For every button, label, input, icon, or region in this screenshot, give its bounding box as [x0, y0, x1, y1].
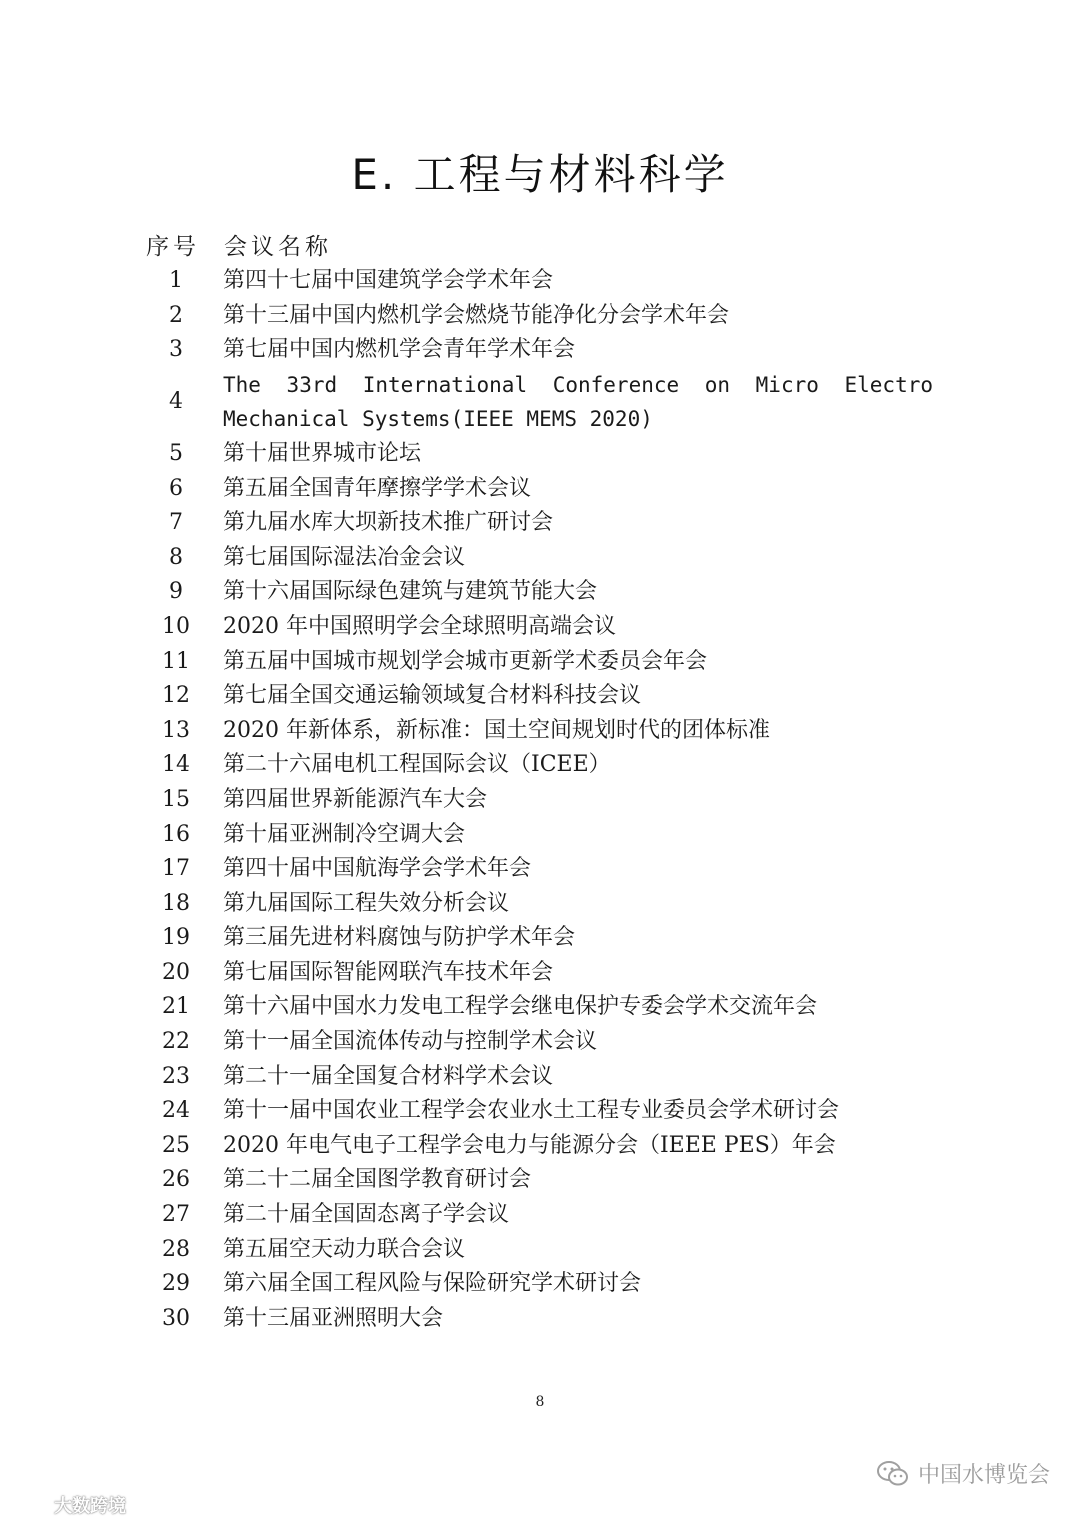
item-number: 4	[169, 389, 183, 415]
list-item	[146, 1198, 946, 1233]
item-number: 20	[162, 959, 190, 985]
item-name: 第十六届中国水力发电工程学会继电保护专委会学术交流年会	[223, 994, 818, 1020]
item-name: 第十一届中国农业工程学会农业水土工程专业委员会学术研讨会	[223, 1098, 840, 1124]
item-number: 19	[162, 925, 190, 951]
item-name: 第六届全国工程风险与保险研究学术研讨会	[223, 1271, 642, 1297]
item-number: 8	[169, 544, 183, 570]
wechat-icon	[876, 1460, 910, 1488]
brand-logo-icon	[6, 1494, 50, 1516]
watermark-right-text: 中国水博览会	[917, 1463, 1050, 1488]
item-number: 28	[162, 1236, 190, 1262]
item-number: 12	[162, 683, 190, 709]
item-number: 30	[162, 1305, 190, 1331]
list-item	[146, 956, 946, 991]
item-number: 14	[162, 752, 190, 778]
item-name: 2020 年电气电子工程学会电力与能源分会（IEEE PES）年会	[223, 1132, 836, 1158]
list-item	[146, 887, 946, 922]
list-item	[146, 575, 946, 610]
list-item	[146, 748, 946, 783]
item-name: 第二十二届全国图学教育研讨会	[223, 1167, 532, 1193]
item-name: 第七届全国交通运输领域复合材料科技会议	[223, 683, 642, 709]
list-item	[146, 506, 946, 541]
item-name: 第九届水库大坝新技术推广研讨会	[223, 510, 554, 536]
conference-list	[146, 264, 946, 1336]
item-name: 第十届亚洲制冷空调大会	[223, 821, 466, 847]
header-name-label: 会议名称	[224, 234, 332, 260]
item-name: 第九届国际工程失效分析会议	[223, 890, 510, 916]
item-number: 29	[162, 1271, 190, 1297]
page-number: 8	[535, 1394, 545, 1410]
item-number: 21	[162, 994, 190, 1020]
list-item	[146, 1060, 946, 1095]
item-name: 2020 年中国照明学会全球照明高端会议	[223, 613, 616, 639]
list-item	[146, 1025, 946, 1060]
page-title: E. 工程与材料科学	[351, 150, 729, 199]
item-number: 27	[162, 1202, 190, 1228]
list-item	[146, 472, 946, 507]
item-name: 第二十六届电机工程国际会议（ICEE）	[223, 752, 611, 778]
list-item	[146, 299, 946, 334]
item-name: 第十三届中国内燃机学会燃烧节能净化分会学术年会	[223, 302, 730, 328]
item-number: 16	[162, 821, 190, 847]
item-name: 第十届世界城市论坛	[223, 440, 422, 466]
item-name: 第三届先进材料腐蚀与防护学术年会	[223, 925, 576, 951]
item-number: 13	[162, 717, 190, 743]
item-name: 第十六届国际绿色建筑与建筑节能大会	[223, 579, 598, 605]
list-item	[146, 541, 946, 576]
item-number: 2	[169, 302, 183, 328]
list-item	[146, 333, 946, 368]
item-number: 24	[162, 1098, 190, 1124]
item-name: 第五届空天动力联合会议	[223, 1236, 466, 1262]
list-item	[146, 264, 946, 299]
list-item	[146, 783, 946, 818]
item-name: 第十三届亚洲照明大会	[223, 1305, 444, 1331]
item-number: 17	[162, 856, 190, 882]
item-name: 第二十一届全国复合材料学术会议	[223, 1063, 554, 1089]
list-item	[146, 610, 946, 645]
list-item	[146, 1302, 946, 1337]
item-name: 第二十届全国固态离子学会议	[223, 1202, 510, 1228]
watermark-left	[6, 1492, 126, 1518]
item-number: 25	[162, 1132, 190, 1158]
item-name: 第四十七届中国建筑学会学术年会	[223, 268, 554, 293]
item-number: 3	[169, 337, 183, 363]
list-item	[146, 818, 946, 853]
item-name: 第七届国际智能网联汽车技术年会	[223, 959, 554, 985]
item-name: 第四届世界新能源汽车大会	[223, 786, 488, 812]
list-item	[146, 437, 946, 472]
item-number: 18	[162, 890, 190, 916]
list-item	[146, 1163, 946, 1198]
watermark-right	[876, 1458, 1050, 1489]
item-name: 2020 年新体系，新标准：国土空间规划时代的团体标准	[223, 717, 770, 743]
list-item	[146, 1094, 946, 1129]
item-number: 15	[162, 786, 190, 812]
list-item	[146, 645, 946, 680]
item-number: 11	[162, 648, 190, 674]
item-name: The 33rd International Conference on Micro Electro Mechanical Systems(IEEE MEMS 2020)	[223, 372, 933, 432]
item-number: 1	[169, 268, 183, 293]
header-number-label: 序号	[146, 234, 200, 260]
item-name: 第四十届中国航海学会学术年会	[223, 856, 532, 882]
item-number: 7	[169, 510, 183, 536]
watermark-left-text: 大数跨境	[54, 1496, 126, 1517]
item-number: 26	[162, 1167, 190, 1193]
list-item	[146, 1233, 946, 1268]
list-item	[146, 368, 946, 437]
item-number: 9	[169, 579, 183, 605]
list-item	[146, 990, 946, 1025]
list-item	[146, 714, 946, 749]
item-number: 10	[162, 613, 190, 639]
item-number: 5	[169, 440, 183, 466]
item-name: 第七届国际湿法冶金会议	[223, 544, 466, 570]
item-name: 第七届中国内燃机学会青年学术年会	[223, 337, 576, 363]
item-number: 23	[162, 1063, 190, 1089]
item-name: 第十一届全国流体传动与控制学术会议	[223, 1029, 598, 1055]
list-item	[146, 852, 946, 887]
item-number: 6	[169, 475, 183, 501]
list-item	[146, 1267, 946, 1302]
item-number: 22	[162, 1029, 190, 1055]
list-item	[146, 921, 946, 956]
item-name: 第五届中国城市规划学会城市更新学术委员会年会	[223, 648, 708, 674]
list-item	[146, 1129, 946, 1164]
item-name: 第五届全国青年摩擦学学术会议	[223, 475, 532, 501]
list-item	[146, 679, 946, 714]
